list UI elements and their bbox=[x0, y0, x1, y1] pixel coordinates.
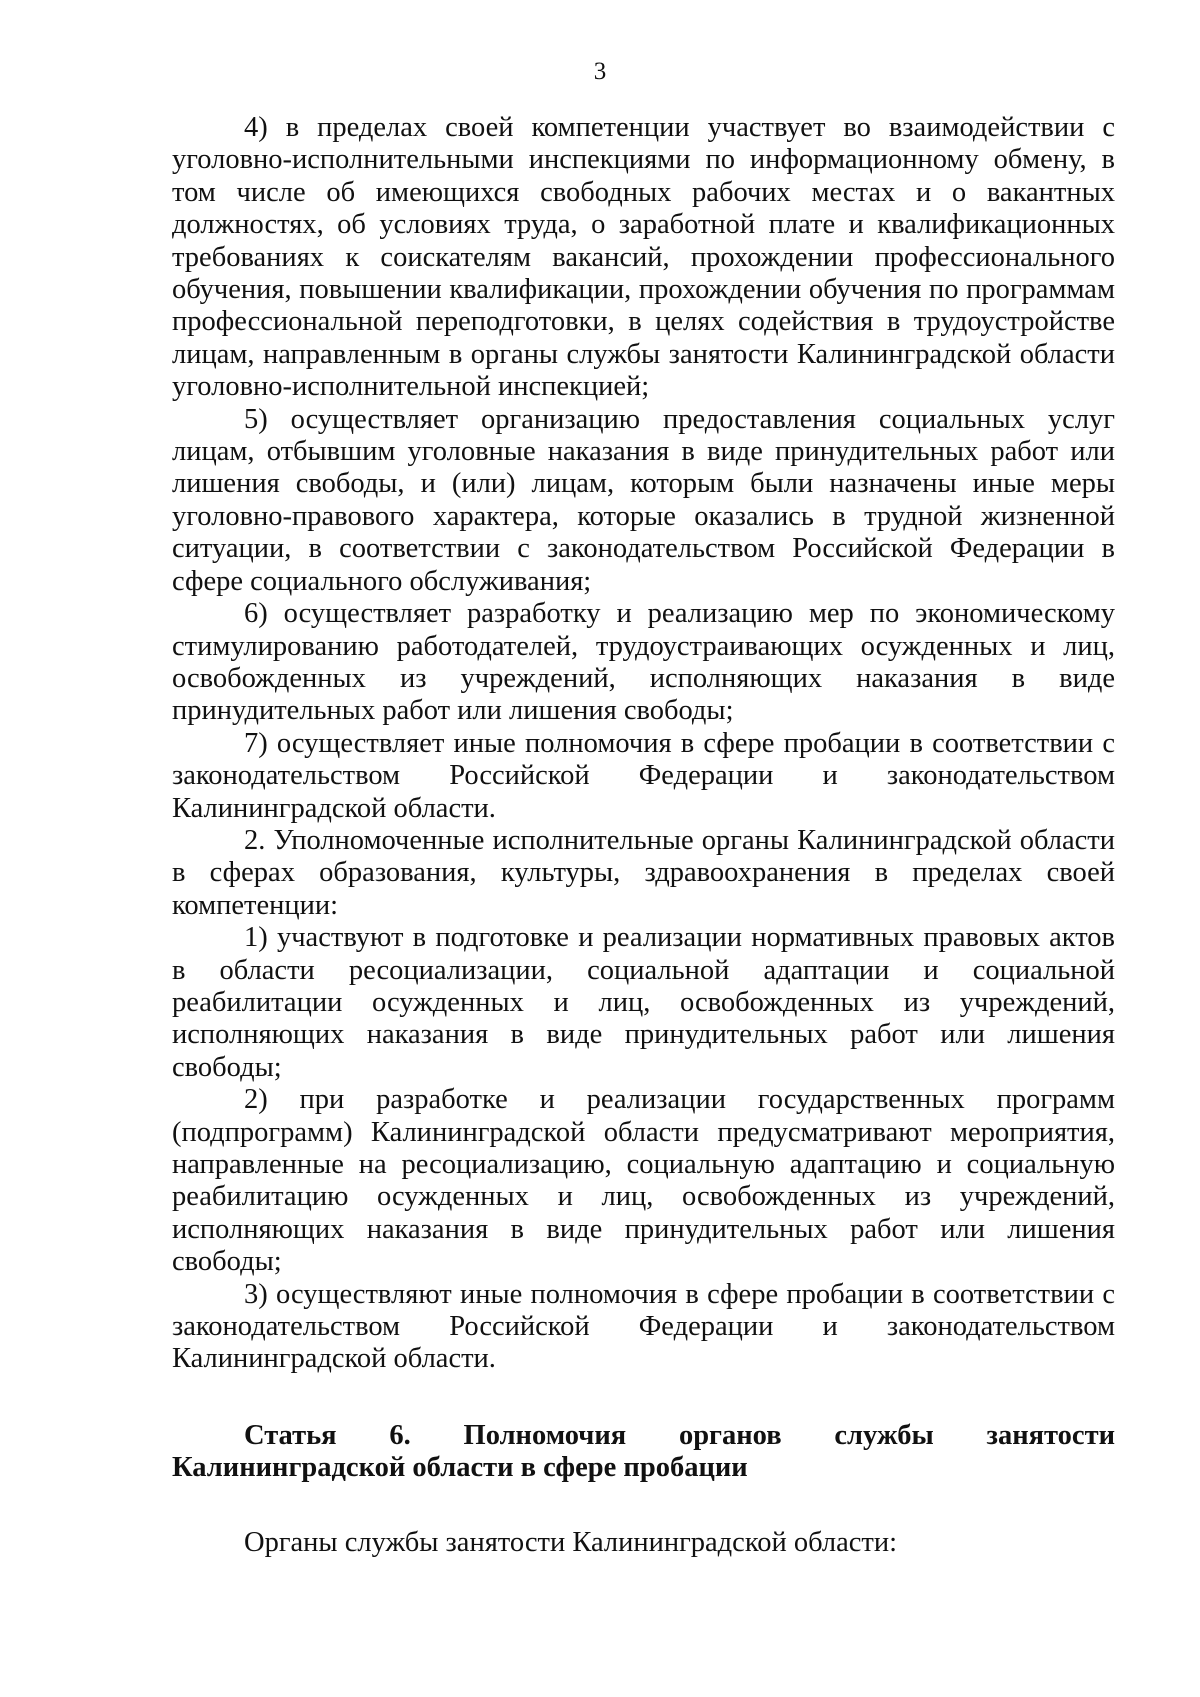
paragraph-item-6: 6) осуществляет разработку и реализацию мер по экономическому стимулированию работодателей, трудоустраивающих осужденных и лиц, освобожденных из учреждений, исполняющих наказания в виде принудительных работ или лишения свободы; bbox=[172, 598, 1115, 727]
article-intro: Органы службы занятости Калининградской области: bbox=[244, 1526, 898, 1558]
paragraph-part-2: 2. Уполномоченные исполнительные органы Калининградской области в сферах образования, культуры, здравоохранения в пределах своей компетенции: bbox=[172, 824, 1115, 921]
paragraph-item-5: 5) осуществляет организацию предоставления социальных услуг лицам, отбывшим уголовные наказания в виде принудительных работ или лишения свободы, и (или) лицам, которым были назначены иные меры уголовно-правового характера, которые оказались в трудной жизненной ситуации, в соответствии с законодательством Российской Федерации в сфере социального обслуживания; bbox=[172, 403, 1115, 597]
paragraph-part-2-item-2: 2) при разработке и реализации государственных программ (подпрограмм) Калининградской области предусматривают мероприятия, направленные на ресоциализацию, социальную адаптацию и социальную реабилитацию осужденных и лиц, освобожденных из учреждений, исполняющих наказания в виде принудительных работ или лишения свободы; bbox=[172, 1084, 1115, 1278]
paragraph-item-7: 7) осуществляет иные полномочия в сфере пробации в соответствии с законодательством Российской Федерации и законодательством Калининградской области. bbox=[172, 727, 1115, 824]
page-number: 3 bbox=[593, 58, 607, 85]
paragraph-part-2-item-3: 3) осуществляют иные полномочия в сфере пробации в соответствии с законодательством Российской Федерации и законодательством Калининградской области. bbox=[172, 1278, 1115, 1375]
article-heading: Статья 6. Полномочия органов службы занятости Калининградской области в сфере пробации bbox=[172, 1419, 1115, 1484]
paragraph-part-2-item-1: 1) участвуют в подготовке и реализации нормативных правовых актов в области ресоциализации, социальной адаптации и социальной реабилитации осужденных и лиц, освобожденных из учреждений, исполняющих наказания в виде принудительных работ или лишения свободы; bbox=[172, 922, 1115, 1083]
paragraph-item-4: 4) в пределах своей компетенции участвует во взаимодействии с уголовно-исполнительными инспекциями по информационному обмену, в том числе об имеющихся свободных рабочих местах и о вакантных должностях, об условиях труда, о заработной плате и квалификационных требованиях к соискателям вакансий, прохождении профессионального обучения, повышении квалификации, прохождении обучения по программам профессиональной переподготовки, в целях содействия в трудоустройстве лицам, направленным в органы службы занятости Калининградской области уголовно-исполнительной инспекцией; bbox=[172, 112, 1115, 403]
document-body bbox=[172, 112, 1115, 1559]
